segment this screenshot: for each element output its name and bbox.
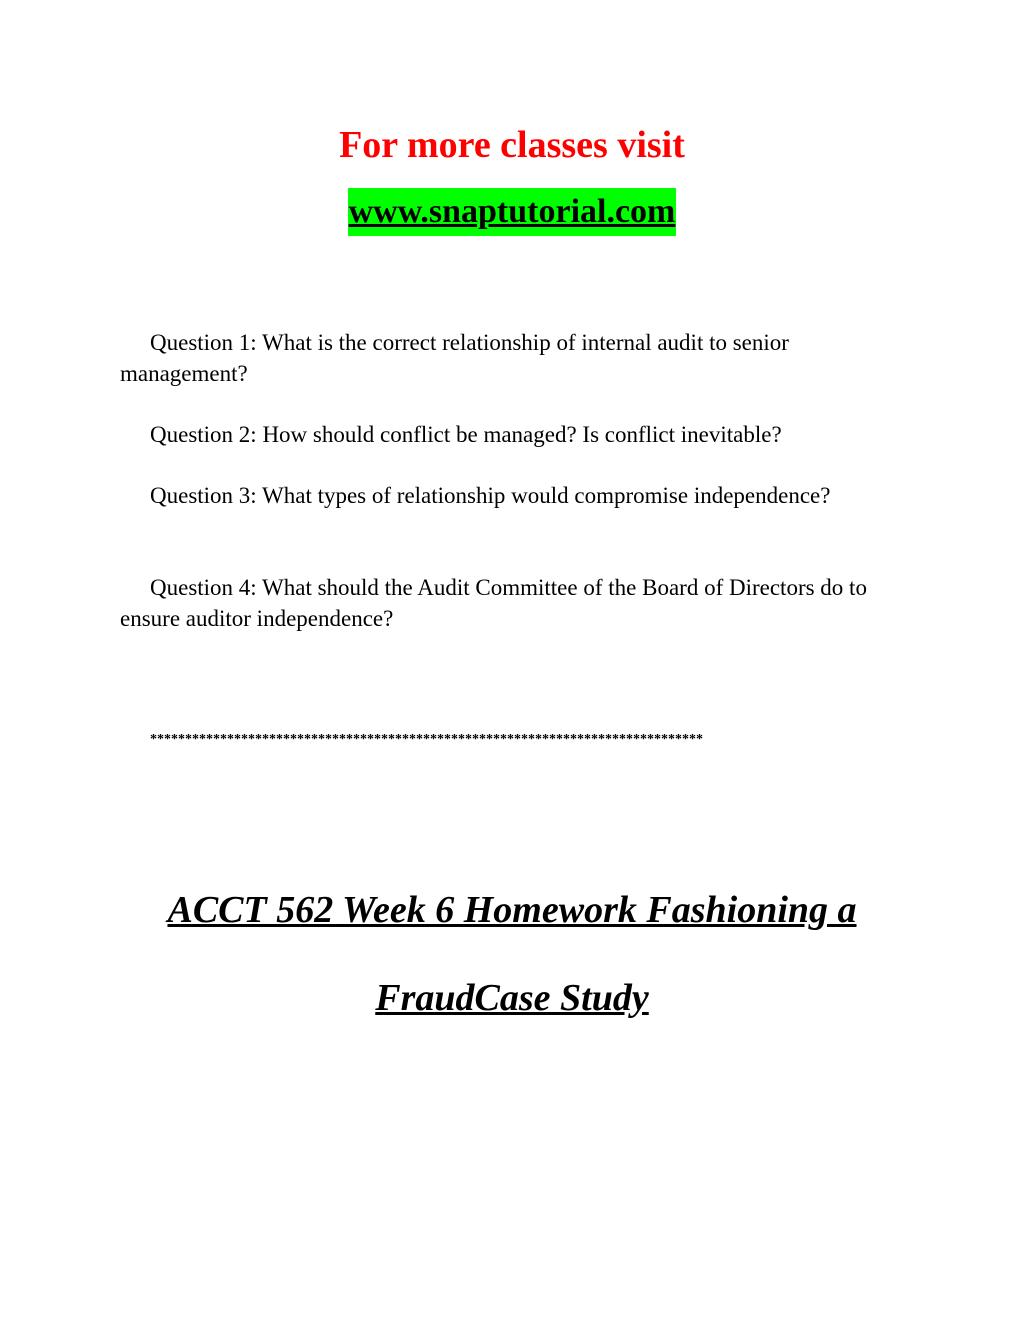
question-4: Question 4: What should the Audit Committee of the Board of Directors do to ensure auditor independence? <box>120 575 867 631</box>
question-1: Question 1: What is the correct relationship of internal audit to senior management? <box>120 330 789 386</box>
next-title-line-1-text: ACCT 562 Week 6 Homework Fashioning a <box>167 889 857 931</box>
question-3: Question 3: What types of relationship would compromise independence? <box>150 483 831 508</box>
next-title-line-1 <box>0 887 1024 933</box>
promo-link-container <box>0 188 1024 236</box>
question-2: Question 2: How should conflict be managed? Is conflict inevitable? <box>150 422 782 447</box>
next-title-line-2 <box>0 975 1024 1021</box>
promo-link[interactable]: www.snaptutorial.com <box>348 188 677 236</box>
asterisk-separator: ******************************************************************************* <box>150 732 703 747</box>
promo-heading: For more classes visit <box>339 124 685 166</box>
next-title-line-2-text: FraudCase Study <box>375 977 649 1019</box>
